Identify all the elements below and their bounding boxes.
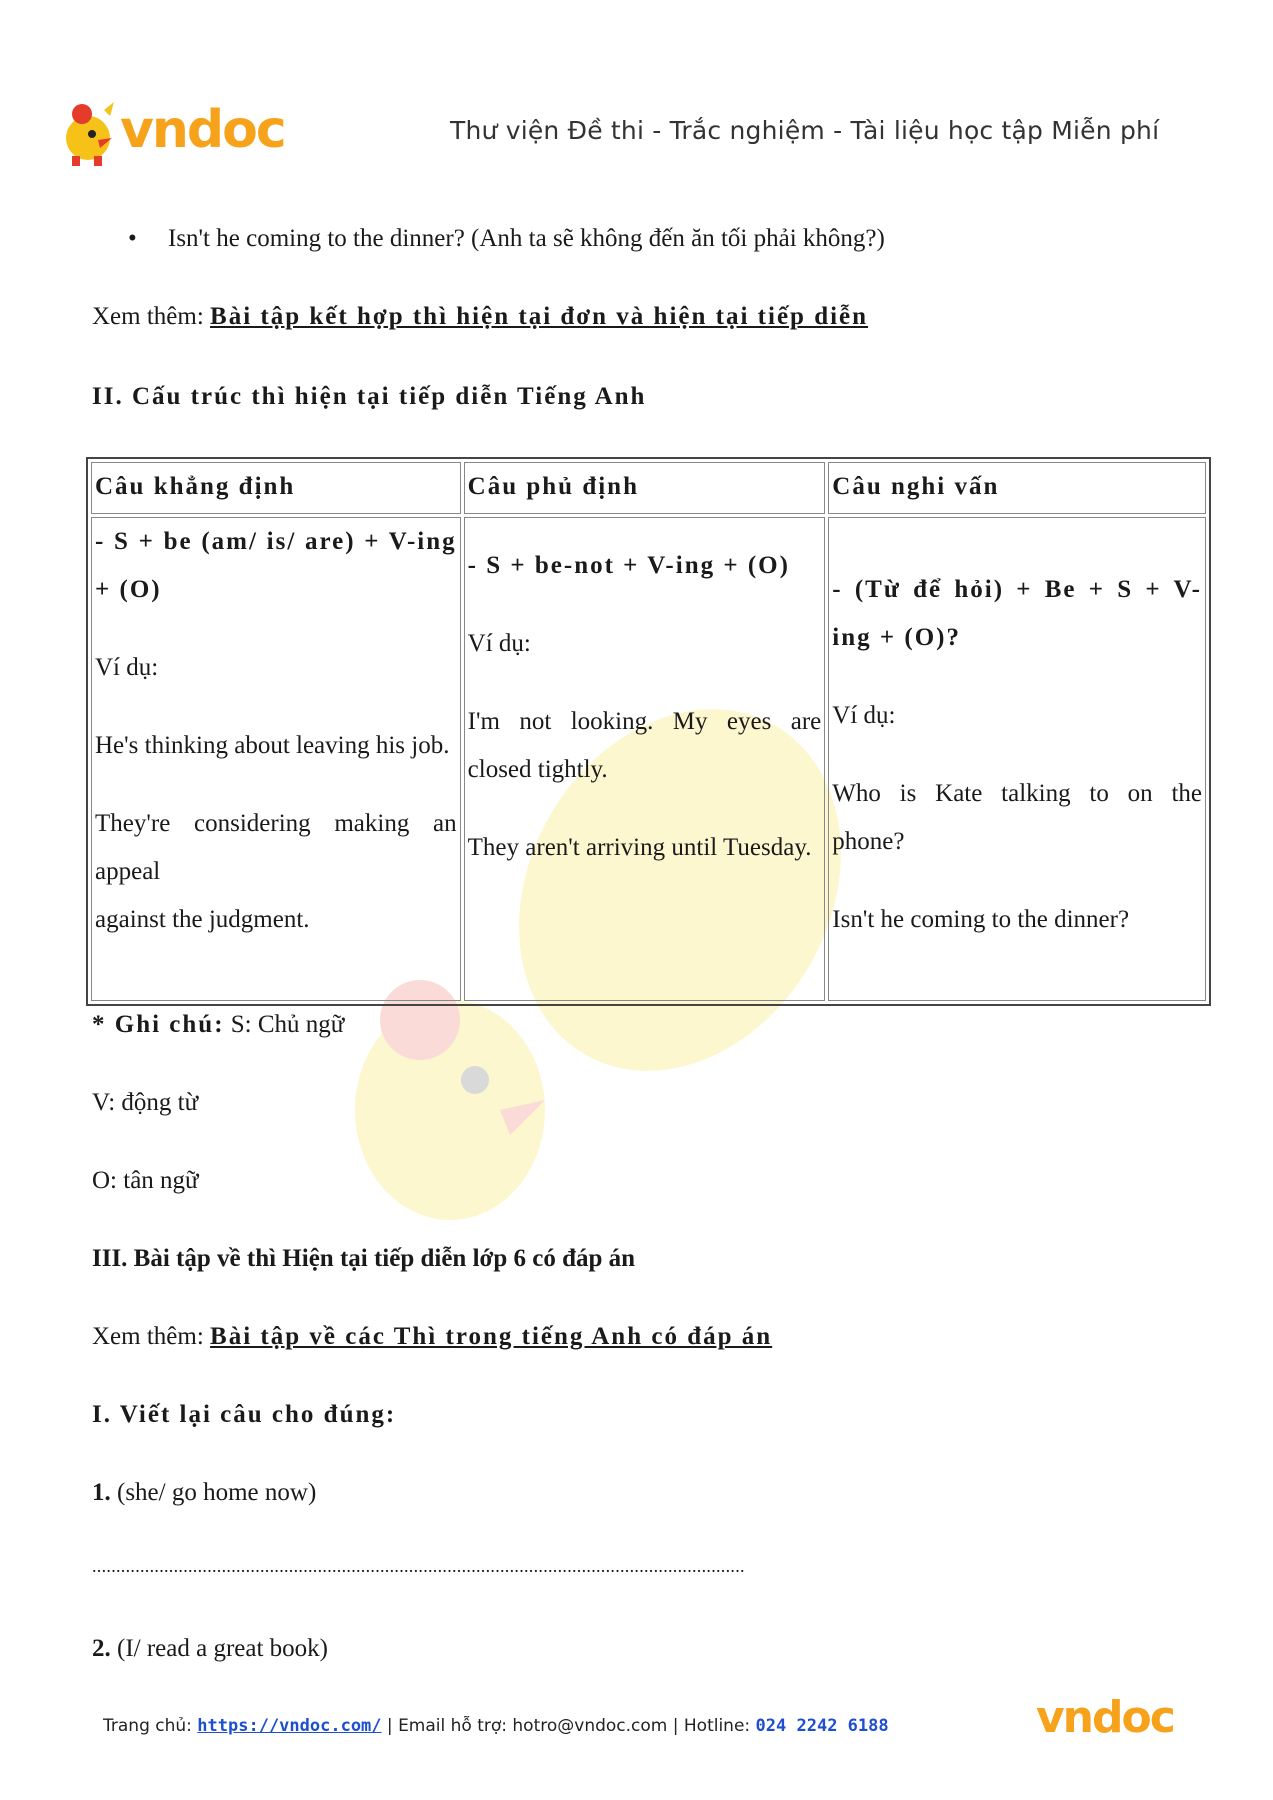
answer-line: ........................................................................................................................................ <box>92 1556 745 1576</box>
footer <box>103 1716 889 1736</box>
see-more-link-2[interactable]: Bài tập về các Thì trong tiếng Anh có đáp án <box>210 1323 773 1350</box>
affirmative-example-label: Ví dụ: <box>95 654 159 681</box>
notes-s <box>92 1010 344 1040</box>
bullet-dot: • <box>128 225 137 252</box>
negative-example-label: Ví dụ: <box>467 630 531 657</box>
footer-home-label: Trang chủ: <box>103 1716 198 1736</box>
negative-cell <box>464 517 826 1001</box>
question-2-number: 2. <box>92 1635 111 1662</box>
notes-verb: V: động từ <box>92 1089 199 1116</box>
question-1-text: (she/ go home now) <box>110 1479 317 1506</box>
see-more-2 <box>92 1322 772 1352</box>
affirmative-example-2a: They're considering making an appeal <box>95 810 457 885</box>
question-example-label: Ví dụ: <box>832 702 896 729</box>
affirmative-cell <box>91 517 461 1001</box>
table-row <box>91 517 1206 1001</box>
section-2-title: II. Cấu trúc thì hiện tại tiếp diễn Tiếng Anh <box>92 383 647 410</box>
footer-hotline: 024 2242 6188 <box>755 1716 889 1736</box>
footer-email-text: | Email hỗ trợ: hotro@vndoc.com | Hotline: <box>381 1716 756 1736</box>
question-example-1: Who is Kate talking to on the phone? <box>832 780 1202 855</box>
question-cell <box>828 517 1206 1001</box>
question-example-2: Isn't he coming to the dinner? <box>832 906 1130 933</box>
section-3-title: III. Bài tập về thì Hiện tại tiếp diễn lớp 6 có đáp án <box>92 1245 636 1272</box>
affirmative-example-2b: against the judgment. <box>95 906 310 933</box>
footer-logo[interactable]: vndoc <box>1036 1692 1174 1743</box>
question-1 <box>92 1478 316 1508</box>
chicken-mascot-icon <box>58 98 120 168</box>
negative-formula: - S + be-not + V-ing + (O) <box>467 552 790 579</box>
see-more-link-1[interactable]: Bài tập kết hợp thì hiện tại đơn và hiện tại tiếp diễn <box>210 303 869 330</box>
header-logo[interactable] <box>58 98 308 168</box>
exercise-title: I. Viết lại câu cho đúng: <box>92 1401 397 1428</box>
structure-table <box>86 457 1211 1006</box>
see-more-prefix-2: Xem thêm: <box>92 1323 211 1350</box>
see-more-prefix: Xem thêm: <box>92 303 211 330</box>
question-2-text: (I/ read a great book) <box>110 1635 328 1662</box>
bullet-text: Isn't he coming to the dinner? (Anh ta sẽ không đến ăn tối phải không?) <box>168 225 885 252</box>
notes-label: * Ghi chú: <box>92 1011 225 1038</box>
see-more-1 <box>92 302 868 332</box>
notes-object: O: tân ngữ <box>92 1167 199 1194</box>
question-2 <box>92 1634 328 1664</box>
notes-subject: S: Chủ ngữ <box>224 1011 345 1038</box>
affirmative-formula: - S + be (am/ is/ are) + V-ing + (O) <box>95 528 457 603</box>
footer-home-link[interactable]: https://vndoc.com/ <box>197 1716 382 1736</box>
question-1-number: 1. <box>92 1479 111 1506</box>
negative-example-1: I'm not looking. My eyes are closed tightly. <box>467 708 822 783</box>
header-negative: Câu phủ định <box>464 462 826 514</box>
header-affirmative: Câu khẳng định <box>91 462 461 514</box>
question-formula: - (Từ để hỏi) + Be + S + V-ing + (O)? <box>832 576 1202 651</box>
header-question: Câu nghi vấn <box>828 462 1206 514</box>
table-header-row <box>91 462 1206 514</box>
logo-text: vndoc <box>120 100 285 160</box>
negative-example-2: They aren't arriving until Tuesday. <box>467 834 812 861</box>
header-tagline: Thư viện Đề thi - Trắc nghiệm - Tài liệu học tập Miễn phí <box>450 116 1160 145</box>
affirmative-example-1: He's thinking about leaving his job. <box>95 732 450 759</box>
